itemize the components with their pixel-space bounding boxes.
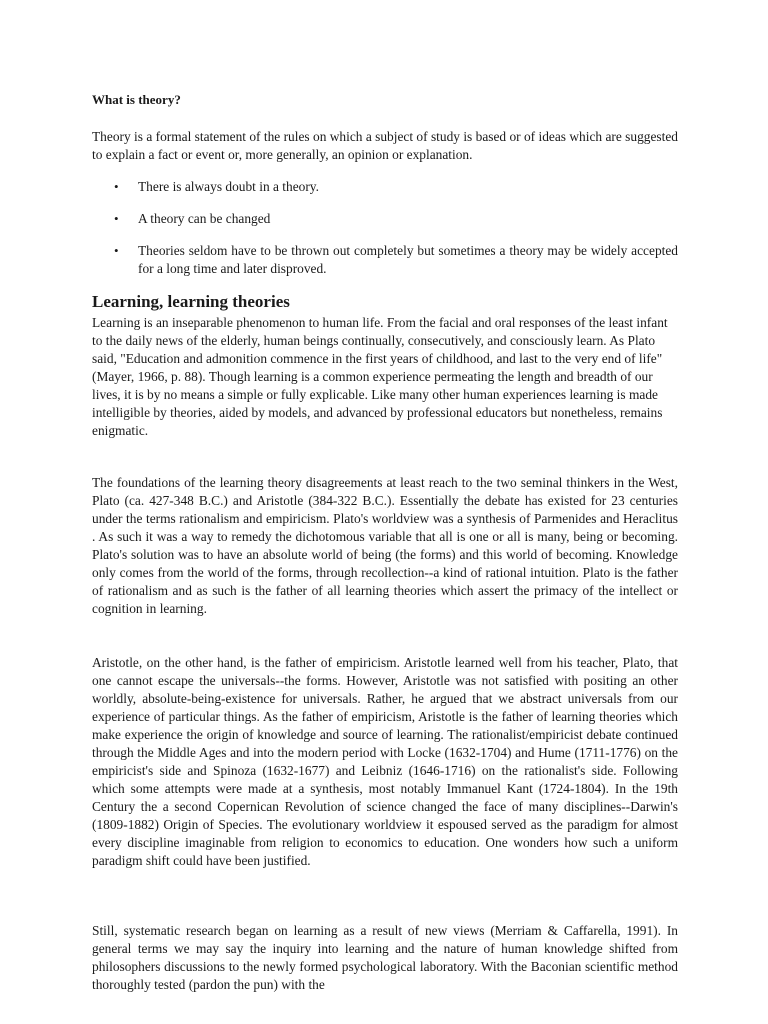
bullet-text: Theories seldom have to be thrown out completely but sometimes a theory may be widely accepted for a long time and later disproved. bbox=[138, 243, 678, 276]
list-item bbox=[92, 242, 678, 278]
list-item bbox=[92, 210, 678, 228]
paragraph-foundations: The foundations of the learning theory disagreements at least reach to the two seminal thinkers in the West, Plato (ca. 427-348 B.C.) and Aristotle (384-322 B.C.). Essentially the debate has existed for 23 centuries under the terms rationalism and empiricism. Plato's worldview was a synthesis of Parmenides and Heraclitus . As such it was a way to remedy the dichotomous variable that all is one or all is many, being or becoming. Plato's solution was to have an absolute world of being (the forms) and this world of becoming. Knowledge only comes from the world of the forms, through recollection--a kind of rational intuition. Plato is the father of rationalism and as such is the father of all learning theories which assert the primacy of the intellect or cognition in learning. bbox=[92, 475, 678, 616]
paragraph-systematic-research: Still, systematic research began on learning as a result of new views (Merriam & Caffarella, 1991). In general terms we may say the inquiry into learning and the nature of human knowledge shifted from philosophers discussions to the newly formed psychological laboratory. With the Baconian scientific method thoroughly tested (pardon the pun) with the bbox=[92, 923, 678, 992]
heading-what-is-theory: What is theory? bbox=[92, 92, 181, 107]
list-item bbox=[92, 178, 678, 196]
bullet-text: There is always doubt in a theory. bbox=[138, 179, 319, 194]
paragraph-aristotle: Aristotle, on the other hand, is the father of empiricism. Aristotle learned well from his teacher, Plato, that one cannot escape the universals--the forms. However, Aristotle was not satisfied with positing an other worldly, absolute-being-existence for universals. Rather, he argued that we abstract universals from our experience of particular things. As the father of empiricism, Aristotle is the father of learning theories which make experience the origin of knowledge and source of learning. The rationalist/empiricist debate continued through the Middle Ages and into the modern period with Locke (1632-1704) and Hume (1711-1776) on the empiricist's side and Spinoza (1632-1677) and Leibniz (1646-1716) on the rationalist's side. Following which some attempts were made at a synthesis, most notably Immanuel Kant (1724-1804). In the 19th Century the a second Copernican Revolution of science changed the face of many disciplines--Darwin's (1809-1882) Origin of Species. The evolutionary worldview it espoused served as the paradigm for almost every discipline imaginable from religion to economics to education. One wonders how such a uniform paradigm shift could have been justified. bbox=[92, 655, 678, 868]
bullet-icon: • bbox=[114, 211, 119, 226]
bullet-text: A theory can be changed bbox=[138, 211, 271, 226]
heading-learning-theories: Learning, learning theories bbox=[92, 292, 290, 311]
paragraph-learning: Learning is an inseparable phenomenon to human life. From the facial and oral responses of the least infant to the daily news of the elderly, human beings continually, consecutively, and consciously learn. As Plato said, "Education and admonition commence in the first years of childhood, and last to the very end of life" (Mayer, 1966, p. 88). Though learning is a common experience permeating the length and breadth of our lives, it is by no means a simple or fully explicable. Like many other human experiences learning is made intelligible by theories, aided by models, and advanced by professional educators but nonetheless, remains enigmatic. bbox=[92, 315, 668, 438]
paragraph-theory-definition: Theory is a formal statement of the rules on which a subject of study is based or of ideas which are suggested to explain a fact or event or, more generally, an opinion or explanation. bbox=[92, 129, 678, 162]
bullet-icon: • bbox=[114, 179, 119, 194]
bullet-icon: • bbox=[114, 243, 119, 258]
bullet-list bbox=[92, 178, 678, 278]
